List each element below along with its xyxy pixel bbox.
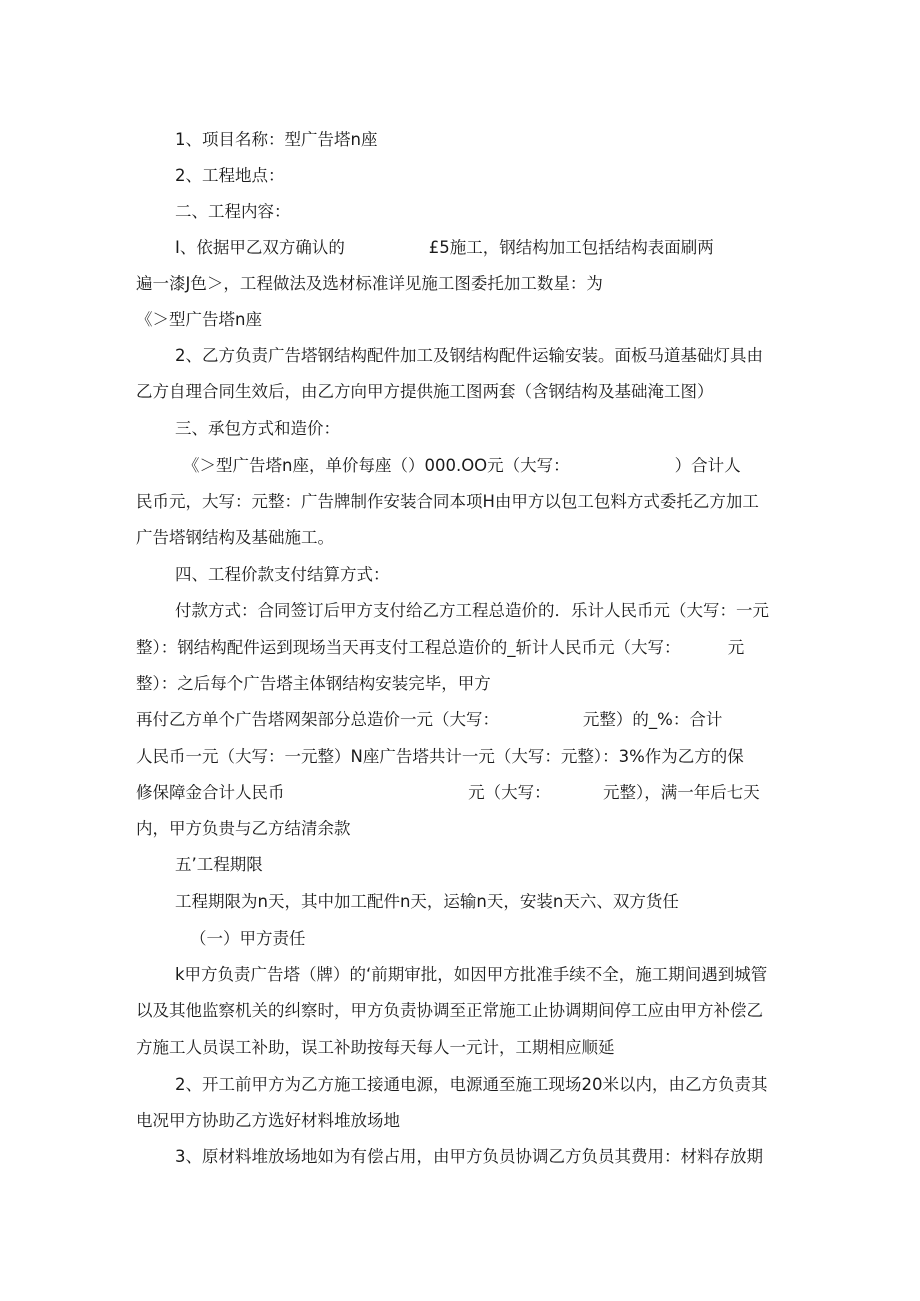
text-line: 修保障金合计人民币 元（大写： 元整），满一年后七天 — [136, 783, 760, 802]
text-line: 电况甲方协助乙方选好材料堆放场地 — [136, 1111, 400, 1130]
text-line: 1、项目名称：型广告塔n座 — [175, 130, 378, 149]
text-line: 五’工程期限 — [175, 855, 263, 874]
text-line: 2、开工前甲方为乙方施工接通电源，电源通至施工现场20米以内，由乙方负责其 — [175, 1075, 768, 1094]
text-line: 整）：之后每个广告塔主体钢结构安装完毕，甲方 — [136, 674, 491, 693]
text-line: 整）：钢结构配件运到现场当天再支付工程总造价的_斩计人民币元（大写： 元 — [136, 638, 745, 657]
text-line: 内，甲方负贵与乙方结清余款 — [136, 819, 351, 838]
text-line: I、依据甲乙双方确认的 £5施工，钢结构加工包括结构表面刷两 — [175, 238, 714, 257]
text-line: 乙方自理合同生效后，由乙方向甲方提供施工图两套（含钢结构及基础淹工图） — [136, 382, 714, 401]
text-line: 三、承包方式和造价： — [175, 419, 340, 438]
text-line: 付款方式：合同签订后甲方支付给乙方工程总造价的．乐计人民币元（大写：一元 — [175, 601, 769, 620]
text-line: 再付乙方单个广告塔网架部分总造价一元（大写： 元整）的_%：合计 — [136, 710, 723, 729]
text-line: 工程期限为n天，其中加工配件n天，运输n天，安装n天六、双方货任 — [175, 892, 679, 911]
text-line: 《＞型广告塔n座，单价每座（）000.OO元（大写： ）合计人 — [183, 456, 741, 475]
text-line: 2、工程地点： — [175, 166, 285, 185]
text-line: 方施工人员误工补助，误工补助按每天每人一元计，工期相应顺延 — [136, 1038, 615, 1057]
text-line: 广告塔钢结构及基础施工。 — [136, 528, 334, 547]
text-line: 遍一漆J色＞，工程做法及选材标准详见施工图委托加工数星：为 — [136, 274, 603, 293]
text-line: 2、乙方负责广告塔钢结构配件加工及钢结构配件运输安装。面板马道基础灯具由 — [175, 346, 763, 365]
text-line: 四、工程价款支付结算方式： — [175, 565, 390, 584]
text-line: （一）甲方责任 — [190, 929, 306, 948]
text-line: 人民币一元（大写：一元整）N座广告塔共计一元（大写：元整）：3%作为乙方的保 — [136, 747, 744, 766]
text-line: 民币元，大写：元整：广告牌制作安装合同本项H由甲方以包工包料方式委托乙方加工 — [136, 492, 759, 511]
text-line: 《＞型广告塔n座 — [136, 310, 262, 329]
text-line: 3、原材料堆放场地如为有偿占用，由甲方负员协调乙方负员其费用：材料存放期 — [175, 1147, 763, 1166]
text-line: 以及其他监察机关的纠察时，甲方负责协调至正常施工止协调期间停工应由甲方补偿乙 — [136, 1001, 763, 1020]
text-line: k甲方负责广告塔（牌）的‘前期审批，如因甲方批准手续不全，施工期间遇到城管 — [175, 965, 768, 984]
text-line: 二、工程内容： — [175, 202, 291, 221]
